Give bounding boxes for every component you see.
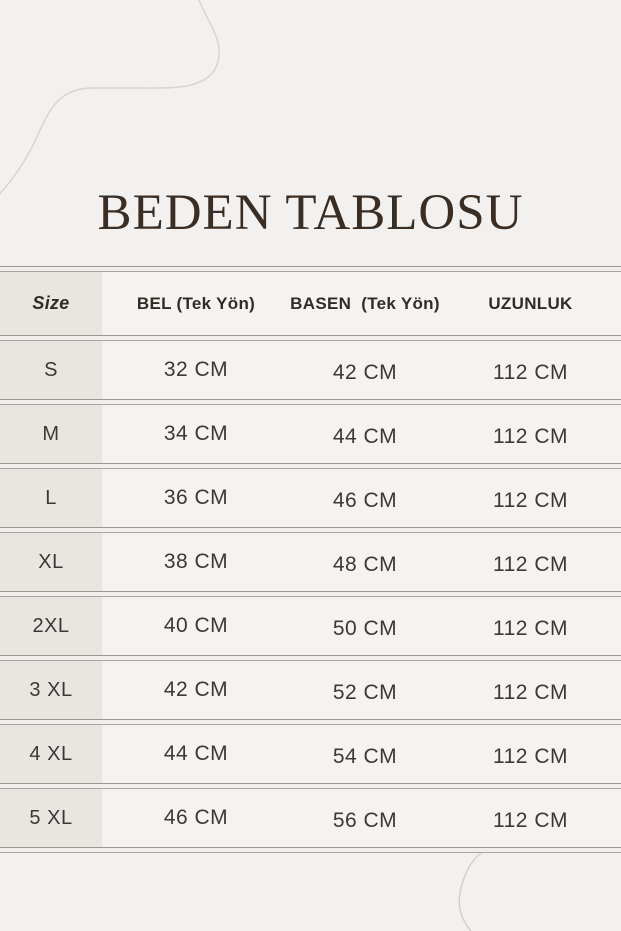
basen-value: 52 CM [332,681,398,704]
size-label: M [0,405,102,463]
basen-value: 42 CM [332,361,398,384]
bel-value: 46 CM [163,806,229,829]
table-row [0,725,621,783]
bel-value: 42 CM [163,678,229,701]
basen-value: 56 CM [332,809,398,832]
bel-value: 32 CM [163,358,229,381]
size-table [0,266,621,853]
uzunluk-value: 112 CM [493,681,568,704]
table-row [0,789,621,847]
table-row [0,661,621,719]
uzunluk-value: 112 CM [493,489,568,512]
table-row [0,341,621,399]
bel-value: 34 CM [163,422,229,445]
bel-value: 36 CM [163,486,229,509]
basen-value: 44 CM [332,425,398,448]
column-header-uzunluk: UZUNLUK [488,293,573,313]
size-label: 3 XL [0,661,102,719]
bel-value: 38 CM [163,550,229,573]
uzunluk-value: 112 CM [493,809,568,832]
table-row [0,405,621,463]
size-label: 4 XL [0,725,102,783]
basen-value: 54 CM [332,745,398,768]
size-label: 5 XL [0,789,102,847]
uzunluk-value: 112 CM [493,361,568,384]
table-row [0,597,621,655]
bel-value: 44 CM [163,742,229,765]
column-header-basen: BASEN (Tek Yön) [290,293,440,313]
column-header-bel: BEL (Tek Yön) [136,293,256,313]
size-label: S [0,341,102,399]
size-label: XL [0,533,102,591]
uzunluk-value: 112 CM [493,553,568,576]
decor-curve-top-left [0,0,219,199]
uzunluk-value: 112 CM [493,425,568,448]
column-header-size: Size [0,272,102,335]
size-label: 2XL [0,597,102,655]
table-header-row [0,272,621,335]
bel-value: 40 CM [163,614,229,637]
basen-value: 48 CM [332,553,398,576]
table-row [0,533,621,591]
page-title: BEDEN TABLOSU [97,185,524,241]
table-border-bottom [0,847,621,853]
basen-value: 50 CM [332,617,398,640]
basen-value: 46 CM [332,489,398,512]
uzunluk-value: 112 CM [493,617,568,640]
size-label: L [0,469,102,527]
uzunluk-value: 112 CM [493,745,568,768]
table-row [0,469,621,527]
